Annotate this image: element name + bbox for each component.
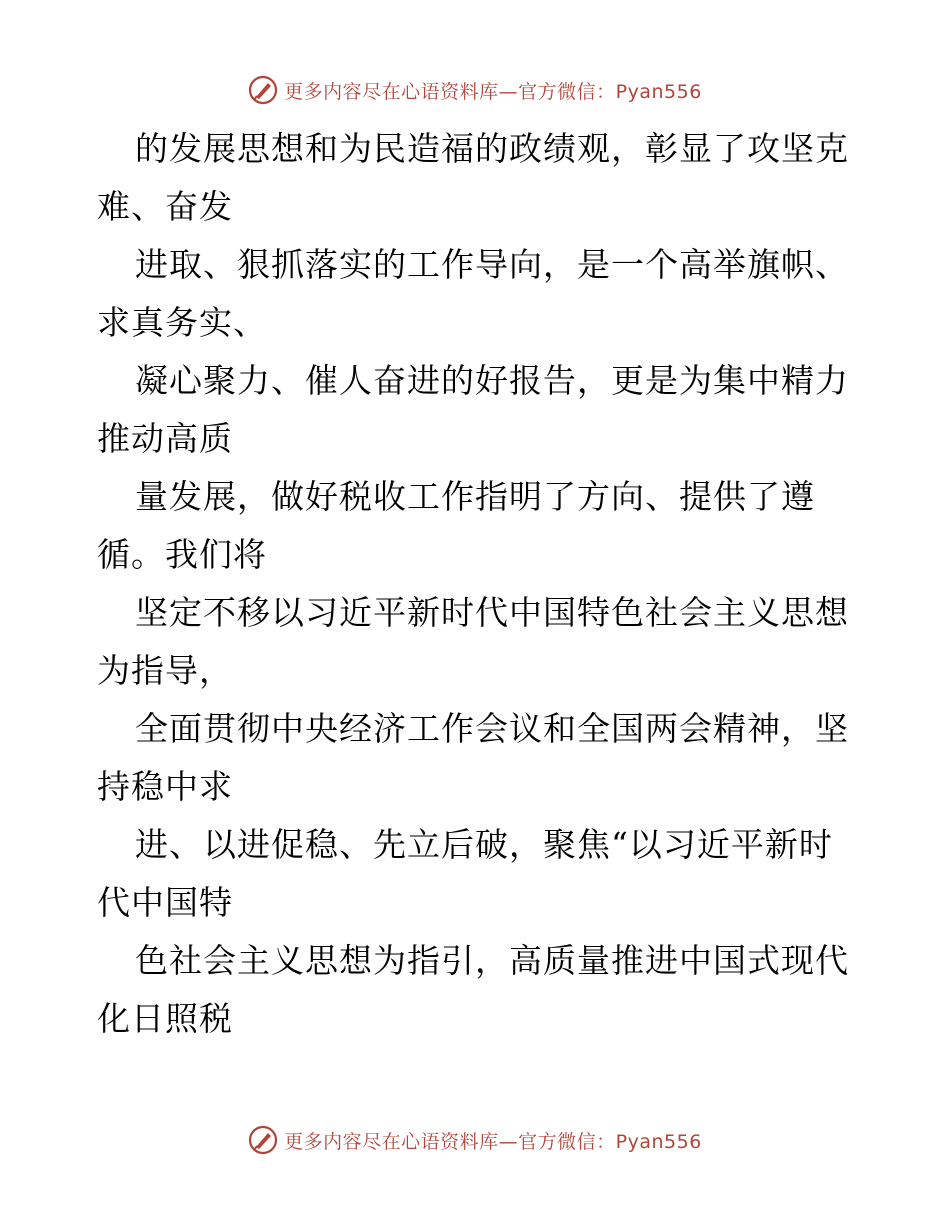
body-line: 持稳中求 (97, 767, 233, 806)
banner-wechat-id: Pyan556 (615, 80, 702, 103)
body-line: 坚定不移以习近平新时代中国特色社会主义思想 (135, 593, 849, 632)
body-line: 代中国特 (97, 883, 233, 922)
banner-site-text: 更多内容尽在心语资料库—官方微信： (284, 80, 616, 103)
body-line: 色社会主义思想为指引，高质量推进中国式现代 (135, 941, 849, 980)
body-line: 的发展思想和为民造福的政绩观，彰显了攻坚克 (135, 129, 849, 168)
banner-text (284, 1127, 702, 1154)
document-body (97, 120, 857, 1048)
banner-text (284, 77, 702, 104)
body-line: 推动高质 (97, 419, 233, 458)
body-line: 化日照税 (97, 999, 233, 1038)
body-line: 求真务实、 (97, 303, 267, 342)
footer-banner (0, 1120, 950, 1160)
banner-site-text: 更多内容尽在心语资料库—官方微信： (284, 1130, 616, 1153)
body-line: 量发展，做好税收工作指明了方向、提供了遵 (135, 477, 815, 516)
quill-pen-logo-icon (248, 1125, 278, 1155)
header-banner (0, 70, 950, 110)
body-line: 难、奋发 (97, 187, 233, 226)
body-line: 进、以进促稳、先立后破，聚焦“以习近平新时 (135, 825, 833, 864)
body-line: 凝心聚力、催人奋进的好报告，更是为集中精力 (135, 361, 849, 400)
quill-pen-logo-icon (248, 75, 278, 105)
banner-wechat-id: Pyan556 (615, 1130, 702, 1153)
body-line: 全面贯彻中央经济工作会议和全国两会精神，坚 (135, 709, 849, 748)
body-line: 循。我们将 (97, 535, 267, 574)
body-line: 为指导， (97, 651, 233, 690)
body-line: 进取、狠抓落实的工作导向，是一个高举旗帜、 (135, 245, 849, 284)
